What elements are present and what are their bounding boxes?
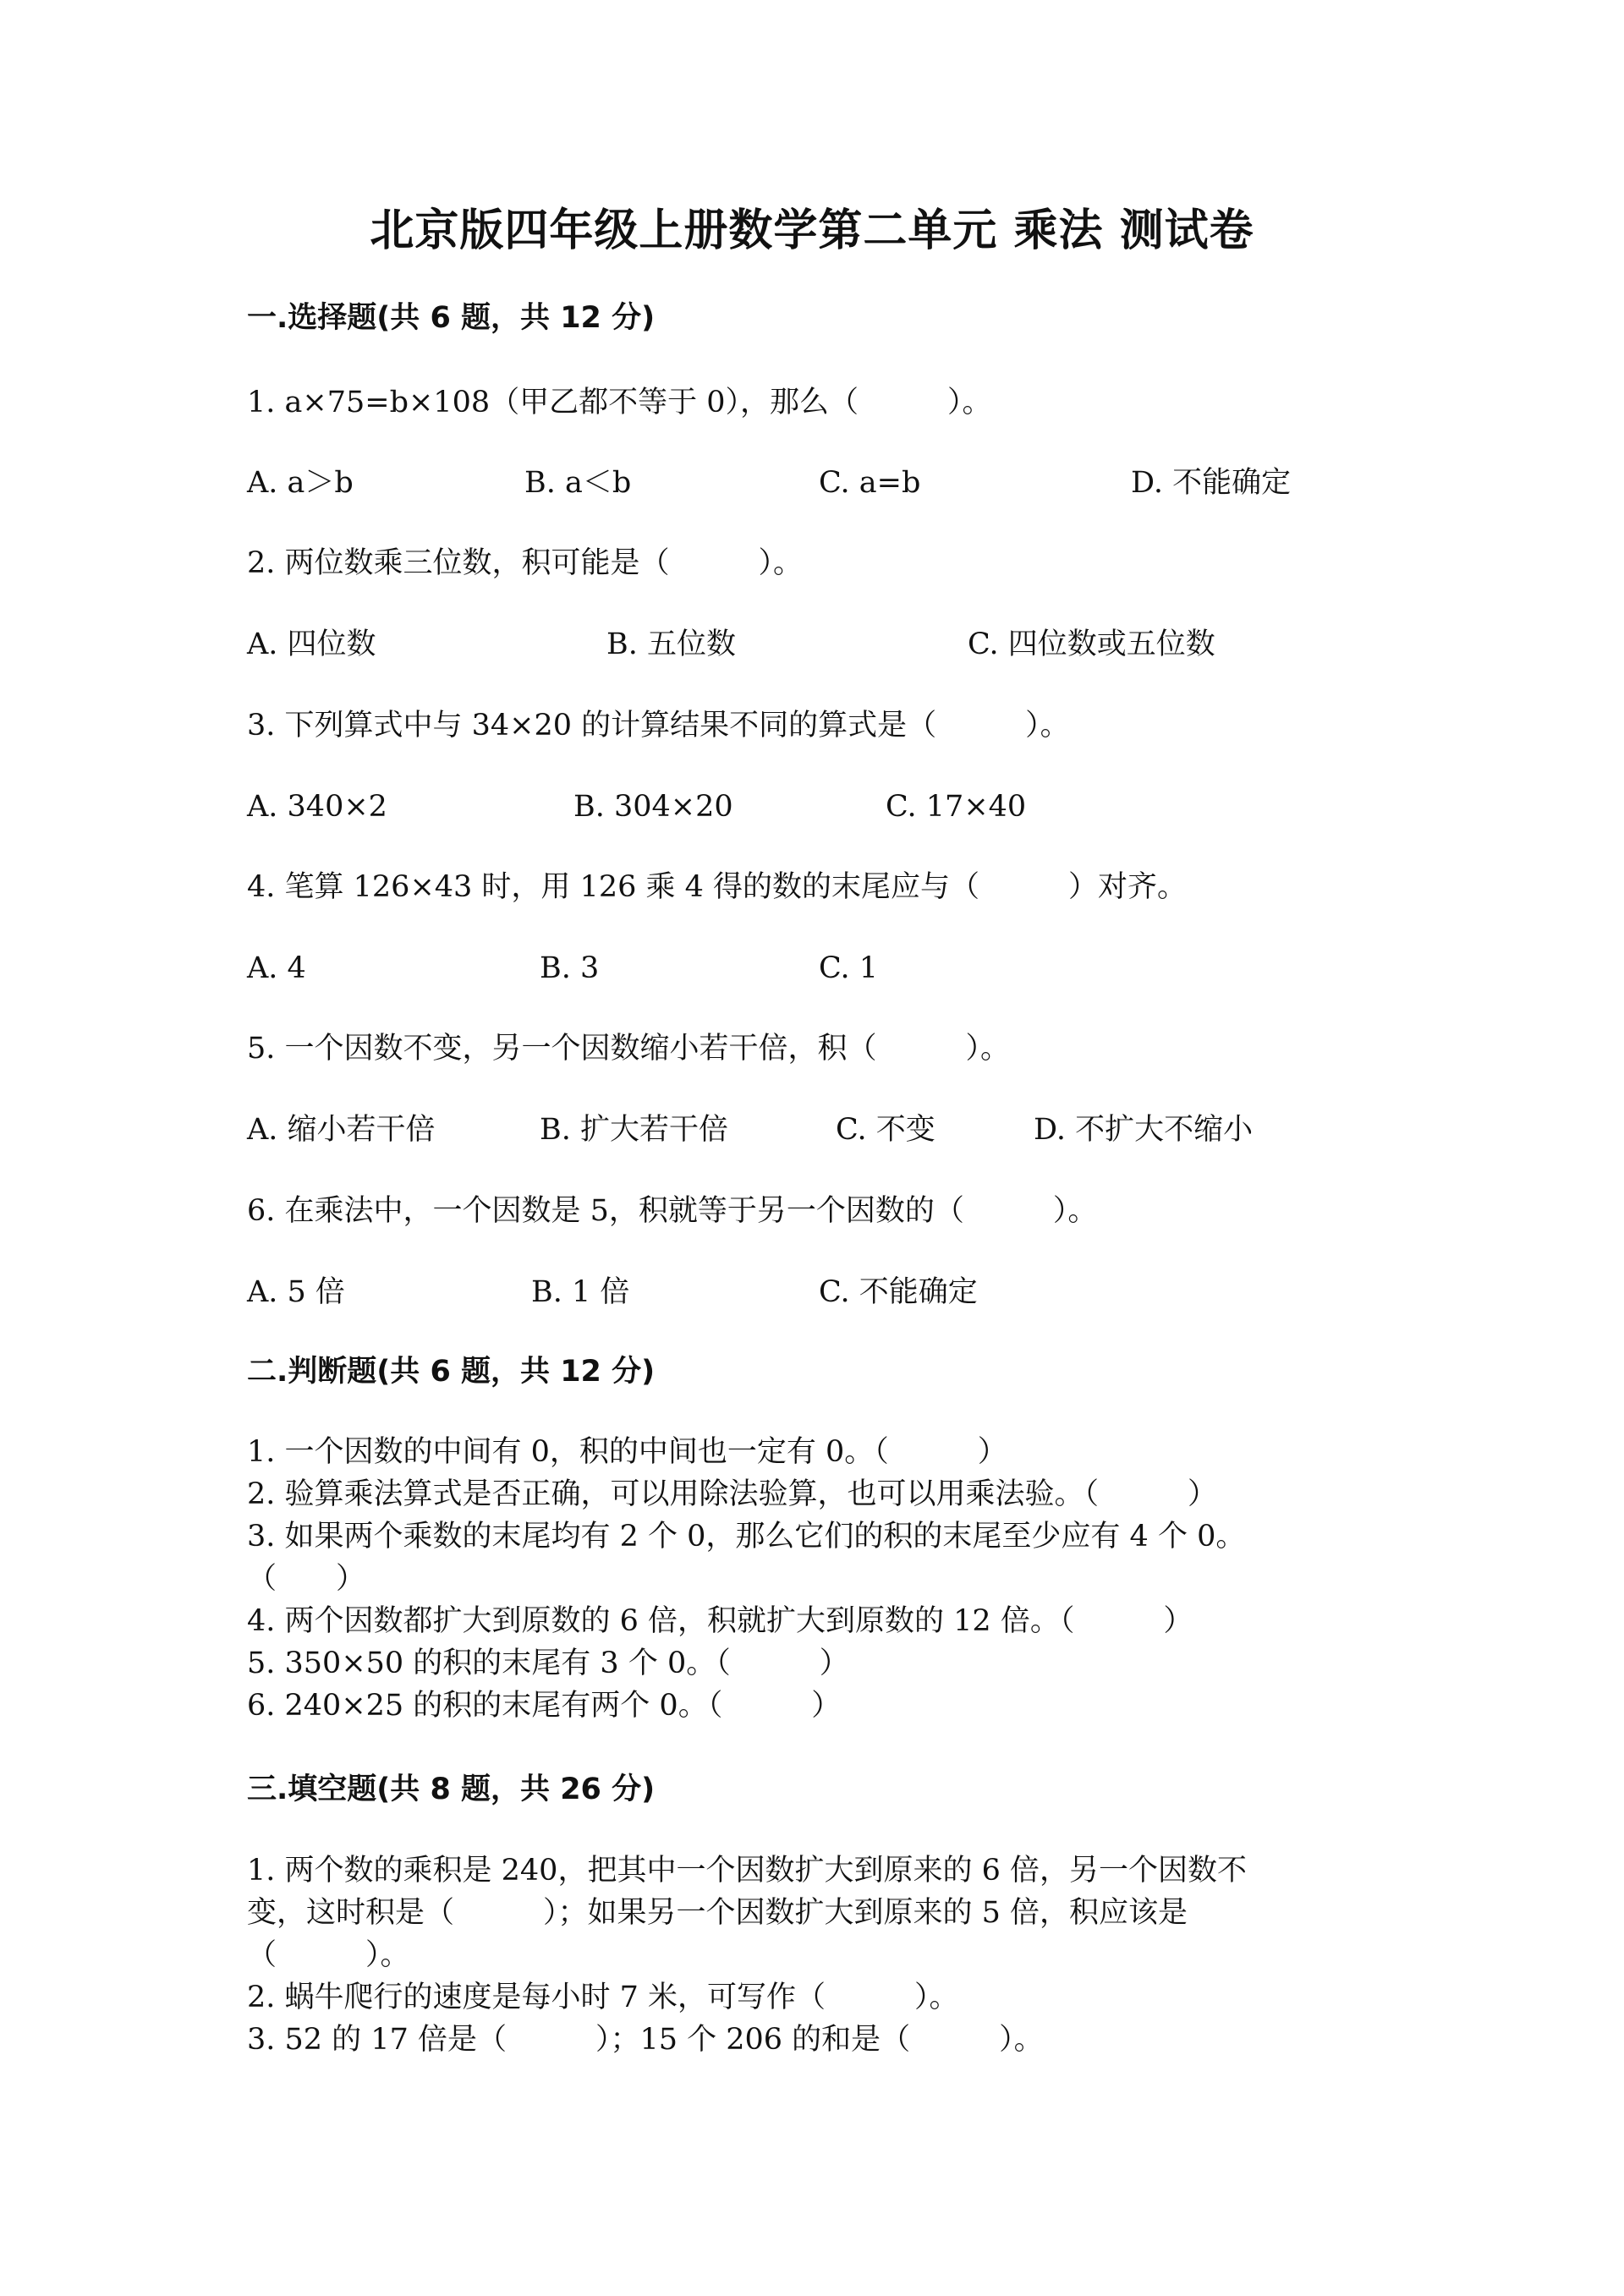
- statement-line: 4. 两个因数都扩大到原数的 6 倍，积就扩大到原数的 12 倍。（ ）: [247, 1604, 1193, 1638]
- option-a: A. 5 倍: [247, 1275, 345, 1309]
- fill-line: 变，这时积是（ ）；如果另一个因数扩大到原来的 5 倍，积应该是: [247, 1896, 1188, 1930]
- option-a: A. 四位数: [247, 627, 376, 661]
- option-c: C. 不能确定: [819, 1275, 978, 1309]
- statement-line: （ ）: [247, 1562, 366, 1596]
- option-b: B. 扩大若干倍: [540, 1113, 728, 1147]
- option-b: B. a＜b: [524, 466, 632, 500]
- question-text: 4. 笔算 126×43 时，用 126 乘 4 得的数的末尾应与（ ）对齐。: [247, 870, 1188, 904]
- question-text: 1. a×75=b×108（甲乙都不等于 0），那么（ ）。: [247, 386, 992, 419]
- statement-line: 5. 350×50 的积的末尾有 3 个 0。（ ）: [247, 1647, 849, 1680]
- fill-line: 1. 两个数的乘积是 240，把其中一个因数扩大到原来的 6 倍，另一个因数不: [247, 1854, 1247, 1888]
- option-b: B. 3: [540, 951, 600, 985]
- option-d: D. 不扩大不缩小: [1034, 1113, 1254, 1147]
- section-heading-fill-blank: 三.填空题(共 8 题，共 26 分): [247, 1773, 656, 1806]
- question-text: 2. 两位数乘三位数，积可能是（ ）。: [247, 546, 804, 580]
- option-a: A. 4: [247, 951, 306, 985]
- statement-line: 1. 一个因数的中间有 0，积的中间也一定有 0。（ ）: [247, 1435, 1007, 1469]
- fill-line: 3. 52 的 17 倍是（ ）；15 个 206 的和是（ ）。: [247, 2023, 1044, 2057]
- section-heading-judgment: 二.判断题(共 6 题，共 12 分): [247, 1355, 656, 1389]
- statement-line: 6. 240×25 的积的末尾有两个 0。（ ）: [247, 1689, 842, 1723]
- question-text: 6. 在乘法中，一个因数是 5，积就等于另一个因数的（ ）。: [247, 1194, 1098, 1228]
- page-title: 北京版四年级上册数学第二单元 乘法 测试卷: [370, 205, 1254, 256]
- option-b: B. 1 倍: [531, 1275, 630, 1309]
- option-c: C. 1: [819, 951, 879, 985]
- fill-line: （ ）。: [247, 1938, 410, 1972]
- option-a: A. a＞b: [247, 466, 354, 500]
- statement-line: 2. 验算乘法算式是否正确，可以用除法验算，也可以用乘法验。（ ）: [247, 1477, 1218, 1511]
- option-c: C. 17×40: [886, 790, 1027, 824]
- question-text: 3. 下列算式中与 34×20 的计算结果不同的算式是（ ）。: [247, 709, 1070, 743]
- question-text: 5. 一个因数不变，另一个因数缩小若干倍，积（ ）。: [247, 1032, 1011, 1066]
- option-b: B. 五位数: [606, 627, 736, 661]
- option-a: A. 缩小若干倍: [247, 1113, 436, 1147]
- fill-line: 2. 蜗牛爬行的速度是每小时 7 米，可写作（ ）。: [247, 1981, 959, 2014]
- option-c: C. 不变: [836, 1113, 935, 1147]
- statement-line: 3. 如果两个乘数的末尾均有 2 个 0，那么它们的积的末尾至少应有 4 个 0。: [247, 1520, 1246, 1553]
- option-a: A. 340×2: [247, 790, 387, 824]
- option-c: C. a=b: [819, 466, 921, 500]
- option-b: B. 304×20: [573, 790, 733, 824]
- section-heading-choice: 一.选择题(共 6 题，共 12 分): [247, 301, 656, 335]
- option-c: C. 四位数或五位数: [968, 627, 1215, 661]
- option-d: D. 不能确定: [1131, 466, 1292, 500]
